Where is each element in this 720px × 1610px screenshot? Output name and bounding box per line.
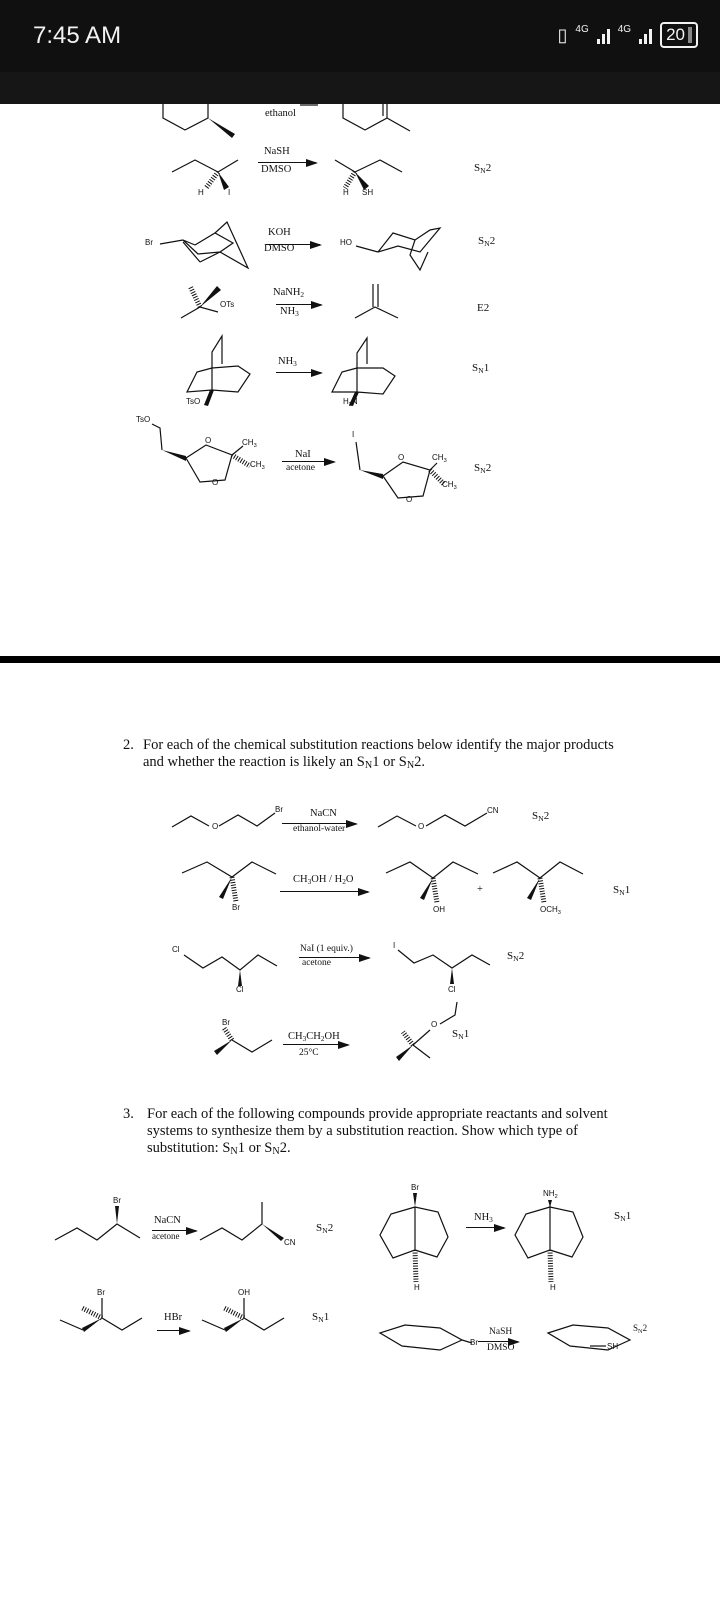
mechanism-label: $S_N2$ <box>633 1323 648 1335</box>
atom-label: O <box>431 1020 438 1029</box>
atom-label: $CH_3$ <box>250 460 265 471</box>
atom-label: Cl <box>172 945 180 954</box>
atom-label: O <box>418 822 425 831</box>
reagent-label: NaCN <box>310 808 337 819</box>
bond <box>102 1318 142 1330</box>
mechanism-label: $S_N1$ <box>613 884 631 897</box>
atom-label: HO <box>340 238 352 247</box>
atom-label: Br <box>275 805 283 814</box>
bond <box>356 246 378 252</box>
s2-row1-product <box>378 813 487 827</box>
bond <box>160 240 183 244</box>
network-type-2: 4G <box>617 23 632 35</box>
atom-label: O <box>398 453 405 462</box>
hashed-bond <box>232 455 250 466</box>
atom-label: Br <box>470 1338 478 1347</box>
mechanism-label: $S_N2$ <box>316 1222 334 1235</box>
mechanism-label: $S_N1$ <box>614 1210 632 1223</box>
bond <box>355 307 398 318</box>
bond <box>200 1202 262 1240</box>
s1-row0-reactant <box>163 104 235 138</box>
wedge-bond <box>82 1318 102 1332</box>
bond <box>152 424 162 450</box>
wedge-bond <box>162 450 186 461</box>
solvent-label: DMSO <box>487 1343 515 1353</box>
mechanism-label: $S_N2$ <box>474 462 492 475</box>
atom-label: H <box>343 188 349 197</box>
bond <box>357 338 367 392</box>
bond <box>172 160 238 172</box>
wedge-bond <box>224 1318 244 1332</box>
atom-label: OH <box>238 1288 250 1297</box>
atom-label: Br <box>411 1183 419 1192</box>
s1-row4-product <box>332 338 395 406</box>
bond <box>181 307 218 318</box>
atom-label: SH <box>362 188 374 197</box>
plus-sign: + <box>477 884 483 895</box>
bond <box>244 1318 284 1330</box>
mechanism-label: $S_N2$ <box>532 810 550 823</box>
mechanism-label: $S_N2$ <box>507 950 525 963</box>
reagent-label: $CH_3OH / H_2O$ <box>293 874 354 886</box>
bond <box>332 368 395 394</box>
solvent-label: $NH_3$ <box>280 306 299 318</box>
bond <box>426 813 487 826</box>
bond <box>386 862 478 878</box>
s3-row2-reactant <box>380 1193 448 1282</box>
reagent-label: $CH_3CH_2OH$ <box>288 1031 340 1043</box>
s1-row1-reactant <box>172 160 238 190</box>
wedge-bond <box>214 1040 232 1055</box>
wedge-bond <box>238 970 242 986</box>
bond <box>215 222 248 268</box>
s3-row3-product <box>202 1298 284 1332</box>
hashed-bond <box>190 286 200 307</box>
s3-row1-reactant <box>55 1206 140 1240</box>
atom-label: H <box>198 188 204 197</box>
reagent-label: KOH <box>268 227 291 238</box>
reagent-label: NaI <box>295 449 311 460</box>
atom-label: Cl <box>236 985 244 994</box>
question-number: 3. <box>123 1106 134 1122</box>
atom-label: H <box>414 1283 420 1292</box>
network-type-1: 4G <box>575 23 589 35</box>
s2-row4-reactant <box>214 1028 272 1055</box>
wedge-bond <box>360 470 383 479</box>
atom-label: Cl <box>448 985 456 994</box>
question-text: systems to synthesize them by a substitution reaction. Show which type of <box>147 1123 578 1139</box>
atom-label: O <box>406 495 413 504</box>
atom-label: Br <box>222 1018 230 1027</box>
s3-row1-product <box>200 1202 284 1241</box>
s1-row5-product <box>356 442 444 498</box>
s1-row2-product <box>356 228 440 270</box>
atom-label: $CH_3$ <box>432 453 447 464</box>
status-time: 7:45 AM <box>33 22 122 49</box>
atom-label: I <box>393 941 396 950</box>
atom-label: Br <box>145 238 153 247</box>
hashed-bond <box>540 878 544 903</box>
question-text: For each of the chemical substitution reactions below identify the major products <box>143 737 614 753</box>
mechanism-label: $S_N2$ <box>474 162 492 175</box>
wedge-bond <box>396 1045 413 1061</box>
bond <box>378 228 440 252</box>
s1-row3-product <box>355 284 398 318</box>
hashed-bond <box>433 878 437 903</box>
reaction-arrow <box>157 1330 189 1331</box>
hashed-bond <box>345 172 355 188</box>
atom-label: TsO <box>136 415 151 424</box>
s2-row3-product <box>398 950 490 984</box>
mechanism-label: $S_N2$ <box>478 235 496 248</box>
bond <box>356 442 360 470</box>
hashed-bond <box>224 1308 244 1318</box>
atom-label: Br <box>232 903 240 912</box>
bond <box>184 955 277 970</box>
solvent-label: acetone <box>152 1231 180 1241</box>
bond <box>219 813 275 826</box>
mechanism-label: $S_N1$ <box>472 362 490 375</box>
s1-row4-reactant <box>187 336 250 406</box>
atom-label: O <box>212 822 219 831</box>
hashed-bond <box>550 1250 551 1282</box>
bond <box>212 336 222 390</box>
reagent-label: HBr <box>164 1312 183 1323</box>
s2-row4-product <box>396 1002 457 1061</box>
page-divider <box>0 656 720 663</box>
s2-row2-reactant <box>182 862 276 902</box>
atom-label: CN <box>284 1238 296 1247</box>
wedge-bond <box>450 968 454 984</box>
solvent-label: ethanol-water <box>293 824 346 834</box>
hashed-bond <box>224 1028 232 1040</box>
reagent-label: NaSH <box>489 1327 513 1337</box>
bond <box>335 160 402 172</box>
bond <box>383 462 430 498</box>
question-text: and whether the reaction is likely an $S_N1$ or $S_N2$. <box>143 754 426 771</box>
solvent-label: DMSO <box>264 243 295 254</box>
bond <box>182 862 276 877</box>
reagent-label: NaCN <box>154 1215 181 1226</box>
solvent-label: acetone <box>302 958 332 968</box>
question-text: substitution: $S_N1$ or $S_N2$. <box>147 1140 291 1157</box>
wedge-bond <box>200 286 221 307</box>
atom-label: Br <box>113 1196 121 1205</box>
atom-label: I <box>352 430 355 439</box>
s3-row3-reactant <box>60 1298 142 1332</box>
bond <box>398 950 490 968</box>
reaction-arrow <box>466 1227 504 1228</box>
s1-row1-product <box>335 160 402 190</box>
s2-row1-reactant <box>172 813 275 827</box>
s2-row2-product1 <box>386 862 478 903</box>
atom-label: O <box>205 436 212 445</box>
bond <box>183 242 200 262</box>
bond <box>55 1224 140 1240</box>
reaction-arrow <box>283 1044 348 1045</box>
solvent-label: acetone <box>286 463 316 473</box>
atom-label: $CH_3$ <box>242 438 257 449</box>
atom-label: O <box>212 478 219 487</box>
hashed-bond <box>232 877 236 902</box>
s1-row0-product <box>300 104 410 131</box>
battery-level: 20 <box>666 25 685 44</box>
reagent-label: ethanol <box>265 108 296 119</box>
atom-label: $H_2N$ <box>343 397 358 408</box>
bond <box>172 816 209 827</box>
bond <box>493 862 583 878</box>
reagent-label: NaNH$_2$ <box>273 287 305 299</box>
bond <box>413 1045 430 1058</box>
atom-label: TsO <box>186 397 201 406</box>
bond <box>387 118 410 131</box>
wedge-bond <box>115 1206 119 1224</box>
bond <box>413 1030 430 1045</box>
atom-label: $NH_2$ <box>543 1189 558 1200</box>
bond <box>380 1325 462 1350</box>
reaction-arrow <box>280 891 368 892</box>
bond <box>232 1040 272 1052</box>
wedge-bond <box>413 1193 417 1207</box>
hashed-bond <box>82 1308 102 1318</box>
mechanism-label: $S_N1$ <box>312 1311 330 1324</box>
atom-label: $CH_3$ <box>442 480 457 491</box>
bond <box>187 366 250 392</box>
wedge-bond <box>262 1224 284 1241</box>
solvent-label: DMSO <box>261 164 292 175</box>
s3-row2-product <box>515 1200 583 1282</box>
bond <box>60 1320 83 1330</box>
mechanism-label: $S_N1$ <box>452 1028 470 1041</box>
question-text: For each of the following compounds provide appropriate reactants and solvent <box>147 1106 608 1122</box>
bond <box>378 816 416 827</box>
s2-row2-product2 <box>493 862 583 903</box>
solvent-label: 25°C <box>299 1048 319 1058</box>
bond <box>202 1320 225 1330</box>
wedge-bond <box>204 390 214 406</box>
atom-label: OH <box>433 905 445 914</box>
atom-label: CN <box>487 806 499 815</box>
hashed-bond <box>415 1250 416 1282</box>
s1-row2-reactant <box>160 222 248 268</box>
wedge-bond <box>208 118 235 138</box>
bond <box>163 104 208 130</box>
hashed-bond <box>403 1032 413 1045</box>
reagent-label: NaSH <box>264 146 290 157</box>
atom-label: Br <box>97 1288 105 1297</box>
atom-label: H <box>550 1283 556 1292</box>
reaction-arrow <box>276 372 321 373</box>
bond <box>410 240 428 270</box>
mechanism-label: E2 <box>477 302 490 314</box>
reagent-label: $NH_3$ <box>474 1212 493 1224</box>
bond <box>343 104 387 130</box>
atom-label: SH <box>607 1342 619 1351</box>
s1-row3-reactant <box>181 286 221 318</box>
bond <box>186 445 232 482</box>
s3-row4-reactant <box>380 1325 472 1350</box>
s1-row5-reactant <box>152 424 250 482</box>
question-number: 2. <box>123 737 134 753</box>
hashed-bond <box>206 172 218 188</box>
atom-label: OTs <box>220 300 235 309</box>
atom-label: $OCH_3$ <box>540 905 561 916</box>
bond <box>440 1002 457 1024</box>
reagent-label: NaI (1 equiv.) <box>300 944 353 954</box>
reagent-label: $NH_3$ <box>278 356 297 368</box>
vibrate-icon: ▯ <box>557 24 568 45</box>
s2-row3-reactant <box>184 955 277 986</box>
atom-label: I <box>228 188 231 197</box>
